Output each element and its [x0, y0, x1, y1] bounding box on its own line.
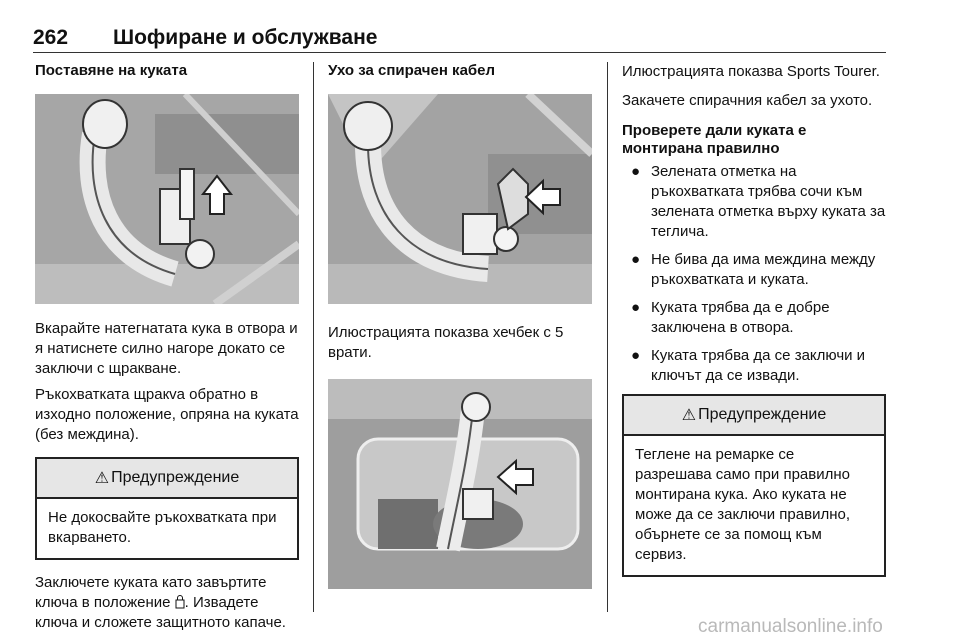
- tow-hook-insertion-illustration: [35, 94, 299, 304]
- paragraph-text: . Извадете ключа и сложете защитното капаче.: [35, 594, 286, 631]
- warning-box: [622, 394, 886, 577]
- brake-cable-eyelet-illustration: [328, 94, 592, 304]
- warning-header: [37, 459, 297, 499]
- list-item: [622, 346, 886, 386]
- page-number: 262: [33, 26, 69, 49]
- section-heading: Поставяне на куката: [35, 62, 188, 79]
- list-item: [622, 162, 886, 242]
- list-item-text: Куката трябва да се заключи и ключът да се извади.: [651, 347, 866, 384]
- warning-header: [624, 396, 884, 436]
- list-item: [622, 298, 886, 338]
- column-divider: [607, 62, 608, 612]
- section-heading: Проверете дали куката е монтирана правилно: [622, 122, 807, 157]
- warning-box: [35, 457, 299, 560]
- warning-title: Предупреждение: [111, 469, 240, 486]
- bullet-icon: ●: [631, 163, 641, 180]
- column-2: [328, 62, 592, 589]
- list-item-text: Зелената отметка на ръкохватката трябва сочи към зелената отметка върху куката за теглича.: [651, 163, 886, 240]
- warning-text: Теглене на ремарке се разрешава само при правилно монтирана кука. Ако куката не може да се заключи правилно, обърнете се за помощ към сервиз.: [635, 446, 850, 563]
- warning-title: Предупреждение: [698, 406, 827, 423]
- paragraph: Ръкохватката щракva обратно в изходно положение, опряна на куката (без междина).: [35, 386, 299, 443]
- brake-cable-eyelet-illustration-2: [328, 379, 592, 589]
- watermark: carmanualsonline.info: [698, 616, 883, 637]
- warning-triangle-icon: ⚠: [681, 407, 697, 424]
- warning-text: Не докосвайте ръкохватката при вкарването.: [48, 509, 277, 546]
- chapter-title: Шофиране и обслужване: [113, 26, 378, 49]
- list-item: [622, 250, 886, 290]
- figure-caption: Илюстрацията показва хечбек с 5 врати.: [328, 324, 564, 361]
- checklist: [622, 162, 886, 386]
- page-header: [33, 22, 886, 53]
- paragraph: [35, 573, 299, 633]
- paragraph: Илюстрацията показва Sports Tourer.: [622, 63, 880, 80]
- bullet-icon: ●: [631, 251, 641, 268]
- warning-triangle-icon: ⚠: [94, 470, 110, 487]
- list-item-text: Куката трябва да е добре заключена в отвора.: [651, 299, 830, 336]
- bullet-icon: ●: [631, 347, 641, 364]
- column-3: [622, 62, 886, 577]
- list-item-text: Не бива да има междина между ръкохватката и куката.: [651, 251, 876, 288]
- column-1: [35, 62, 299, 633]
- paragraph: Закачете спирачния кабел за ухото.: [622, 92, 873, 109]
- lock-position-icon: [175, 595, 185, 609]
- section-heading: Ухо за спирачен кабел: [328, 62, 496, 79]
- paragraph: Вкарайте натегнатата кука в отвора и я натиснете силно нагоре докато се заключи с щракване.: [35, 320, 298, 377]
- bullet-icon: ●: [631, 299, 641, 316]
- column-divider: [313, 62, 314, 612]
- paragraph-text: Заключете куката като завъртите ключа в положение: [35, 574, 267, 611]
